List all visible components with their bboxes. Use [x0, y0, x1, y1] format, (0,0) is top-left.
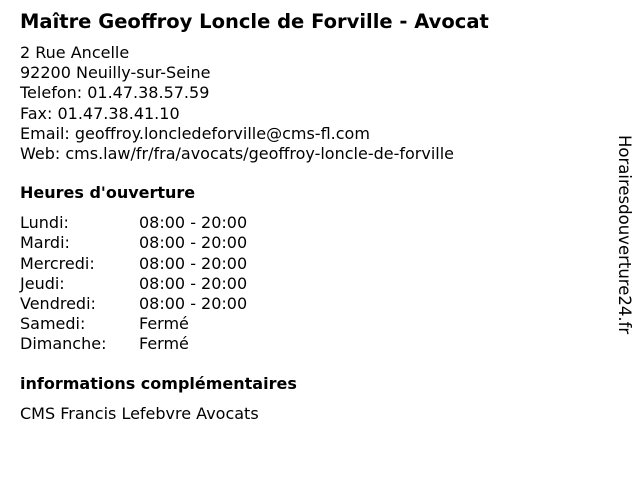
page-title: Maître Geoffroy Loncle de Forville - Avocat	[20, 10, 489, 33]
phone-number: Telefon: 01.47.38.57.59	[20, 83, 210, 103]
hours-row-saturday	[20, 314, 600, 334]
day-label: Vendredi:	[20, 294, 96, 314]
street-address: 2 Rue Ancelle	[20, 43, 130, 62]
opening-hours-heading: Heures d'ouverture	[20, 183, 196, 203]
email-address: Email: geoffroy.lonclede​forville@cms-fl.com	[20, 123, 370, 143]
fax-number: Fax: 01.47.38.41.10	[20, 103, 180, 123]
hours-row-tuesday	[20, 233, 600, 253]
day-label: Samedi:	[20, 314, 86, 334]
hours-row-thursday	[20, 274, 600, 294]
hours-value: 08:00 - 20:00	[139, 294, 248, 314]
hours-value: 08:00 - 20:00	[139, 213, 248, 233]
hours-row-monday	[20, 213, 600, 233]
contact-block	[20, 43, 600, 164]
hours-row-friday	[20, 294, 600, 314]
day-label: Mercredi:	[20, 253, 95, 273]
opening-hours-table	[20, 213, 600, 354]
site-watermark	[612, 135, 636, 371]
hours-value: Fermé	[139, 334, 189, 354]
additional-info-text: CMS Francis Lefebvre Avocats	[20, 403, 259, 423]
business-listing	[20, 10, 600, 424]
watermark-text: Horairesdouverture24.fr	[615, 135, 634, 335]
day-label: Dimanche:	[20, 334, 107, 354]
hours-value: 08:00 - 20:00	[139, 273, 248, 293]
day-label: Lundi:	[20, 213, 69, 233]
day-label: Jeudi:	[20, 273, 65, 293]
hours-value: 08:00 - 20:00	[139, 233, 248, 253]
hours-row-wednesday	[20, 254, 600, 274]
city-postal-code: 92200 Neuilly-sur-Seine	[20, 63, 211, 83]
website-url: Web: cms.law/fr/fra/avocats/geoffroy-loncle-de-forville	[20, 144, 455, 164]
additional-info-heading: informations complémentaires	[20, 373, 297, 393]
day-label: Mardi:	[20, 233, 70, 253]
hours-value: Fermé	[139, 314, 189, 334]
hours-row-sunday	[20, 334, 600, 354]
hours-value: 08:00 - 20:00	[139, 253, 248, 273]
